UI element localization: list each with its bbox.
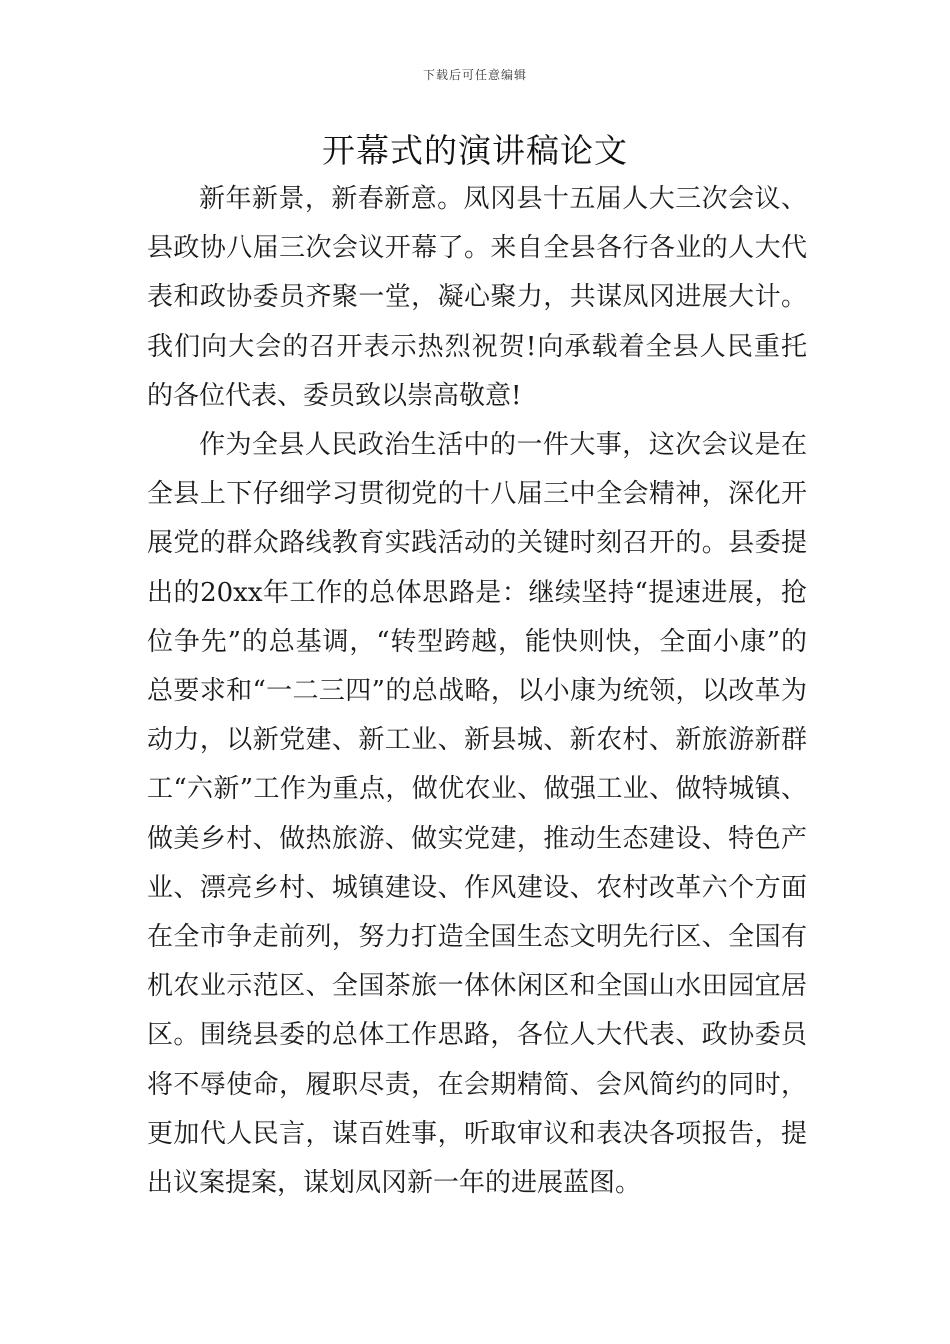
header-note: 下载后可任意编辑 — [422, 68, 527, 82]
paragraph-2: 作为全县人民政治生活中的一件大事，这次会议是在全县上下仔细学习贯彻党的十八届三中全会精神，深化开展党的群众路线教育实践活动的关键时刻召开的。县委提出的20xx年工作的总体思路是：继续坚持“提速进展，抢位争先”的总基调，“转型跨越，能快则快，全面小康”的总要求和“一二三四”的总战略，以小康为统领，以改革为动力，以新党建、新工业、新县城、新农村、新旅游新群工“六新”工作为重点，做优农业、做强工业、做特城镇、做美乡村、做热旅游、做实党建，推动生态建设、特色产业、漂亮乡村、城镇建设、作风建设、农村改革六个方面在全市争走前列，努力打造全国生态文明先行区、全国有机农业示范区、全国茶旅一体休闲区和全国山水田园宜居区。围绕县委的总体工作思路，各位人大代表、政协委员将不辱使命，履职尽责，在会期精简、会风简约的同时，更加代人民言，谋百姓事，听取审议和表决各项报告，提出议案提案，谋划凤冈新一年的进展蓝图。 — [147, 430, 807, 1199]
document-body — [147, 175, 807, 1208]
document-title: 开幕式的演讲稿论文 — [322, 131, 628, 170]
paragraph-1: 新年新景，新春新意。凤冈县十五届人大三次会议、县政协八届三次会议开幕了。来自全县各行各业的人大代表和政协委员齐聚一堂，凝心聚力，共谋凤冈进展大计。我们向大会的召开表示热烈祝贺!向承载着全县人民重托的各位代表、委员致以崇高敬意! — [147, 184, 807, 411]
